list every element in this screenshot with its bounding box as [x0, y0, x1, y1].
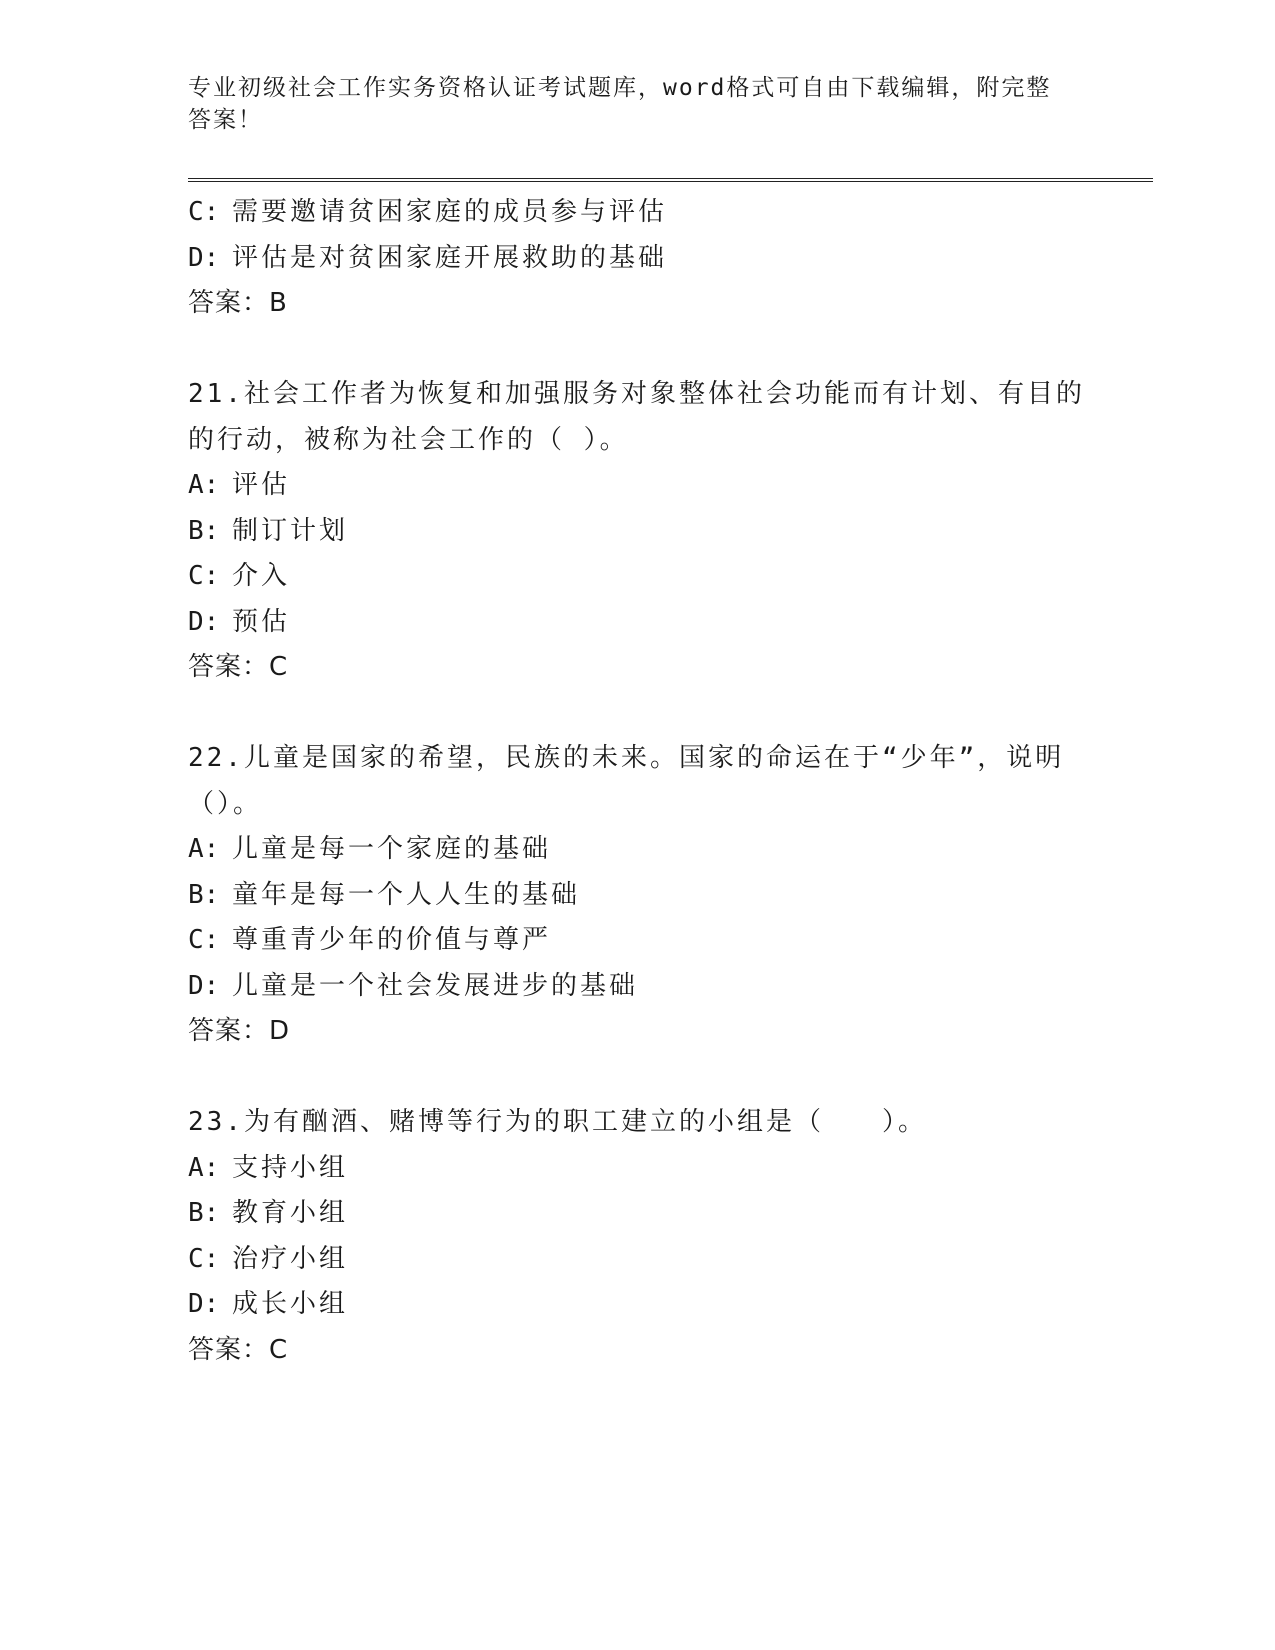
- option-d: [188, 600, 1088, 646]
- answer-line: 答案：C: [188, 652, 289, 682]
- option-d: [188, 964, 1088, 1010]
- option-letter: B:: [188, 1198, 220, 1228]
- option-text: 儿童是一个社会发展进步的基础: [232, 970, 639, 1001]
- option-text: 评估: [232, 470, 291, 500]
- option-text: 治疗小组: [232, 1243, 349, 1274]
- option-b: [188, 873, 1088, 919]
- question-content: [188, 190, 1088, 1373]
- question-block-partial: [188, 190, 1088, 327]
- question-block-22: [188, 736, 1088, 1055]
- option-letter: C:: [188, 197, 220, 227]
- option-text: 制订计划: [232, 515, 349, 546]
- option-letter: A:: [188, 470, 220, 500]
- option-letter: D:: [188, 1289, 220, 1319]
- question-block-23: [188, 1100, 1088, 1373]
- spacer: [188, 691, 1088, 737]
- option-c: [188, 554, 1088, 600]
- spacer: [188, 1055, 1088, 1101]
- option-letter: A:: [188, 834, 220, 864]
- option-letter: D:: [188, 606, 220, 637]
- option-text: 支持小组: [232, 1152, 349, 1183]
- option-text: 童年是每一个人人生的基础: [232, 879, 581, 910]
- option-text: 需要邀请贫困家庭的成员参与评估: [232, 197, 668, 227]
- option-c: [188, 918, 1088, 964]
- option-d: [188, 1282, 1088, 1328]
- option-letter: A:: [188, 1152, 220, 1183]
- option-b: [188, 1191, 1088, 1237]
- question-stem: 23.为有酗酒、赌博等行为的职工建立的小组是（ ）。: [188, 1107, 927, 1137]
- option-a: [188, 827, 1088, 873]
- spacer: [188, 327, 1088, 373]
- option-letter: C:: [188, 561, 220, 591]
- option-letter: C:: [188, 1243, 220, 1274]
- question-block-21: [188, 372, 1088, 691]
- page-header: 专业初级社会工作实务资格认证考试题库，word格式可自由下载编辑，附完整答案！: [188, 75, 1052, 133]
- option-letter: B:: [188, 515, 220, 546]
- option-letter: D:: [188, 970, 220, 1001]
- option-letter: D:: [188, 242, 220, 273]
- question-stem: 21.社会工作者为恢复和加强服务对象整体社会功能而有计划、有目的的行动，被称为社会工作的（ ）。: [188, 379, 1085, 455]
- option-text: 预估: [232, 606, 291, 637]
- answer-line: 答案：B: [188, 288, 288, 318]
- option-text: 儿童是每一个家庭的基础: [232, 834, 552, 864]
- question-stem: 22.儿童是国家的希望，民族的未来。国家的命运在于“少年”，说明（）。: [188, 743, 1065, 819]
- answer-line: 答案：D: [188, 1016, 291, 1046]
- option-d: [188, 236, 1088, 282]
- option-c: [188, 1237, 1088, 1283]
- option-a: [188, 1146, 1088, 1192]
- option-b: [188, 509, 1088, 555]
- option-text: 介入: [232, 561, 291, 591]
- option-c: [188, 190, 1088, 236]
- option-letter: B:: [188, 879, 220, 910]
- option-text: 评估是对贫困家庭开展救助的基础: [232, 242, 668, 273]
- option-letter: C:: [188, 925, 220, 955]
- option-text: 成长小组: [232, 1289, 349, 1319]
- option-text: 尊重青少年的价值与尊严: [232, 925, 552, 955]
- answer-line: 答案：C: [188, 1334, 289, 1365]
- option-a: [188, 463, 1088, 509]
- header-divider: [188, 178, 1153, 182]
- option-text: 教育小组: [232, 1198, 349, 1228]
